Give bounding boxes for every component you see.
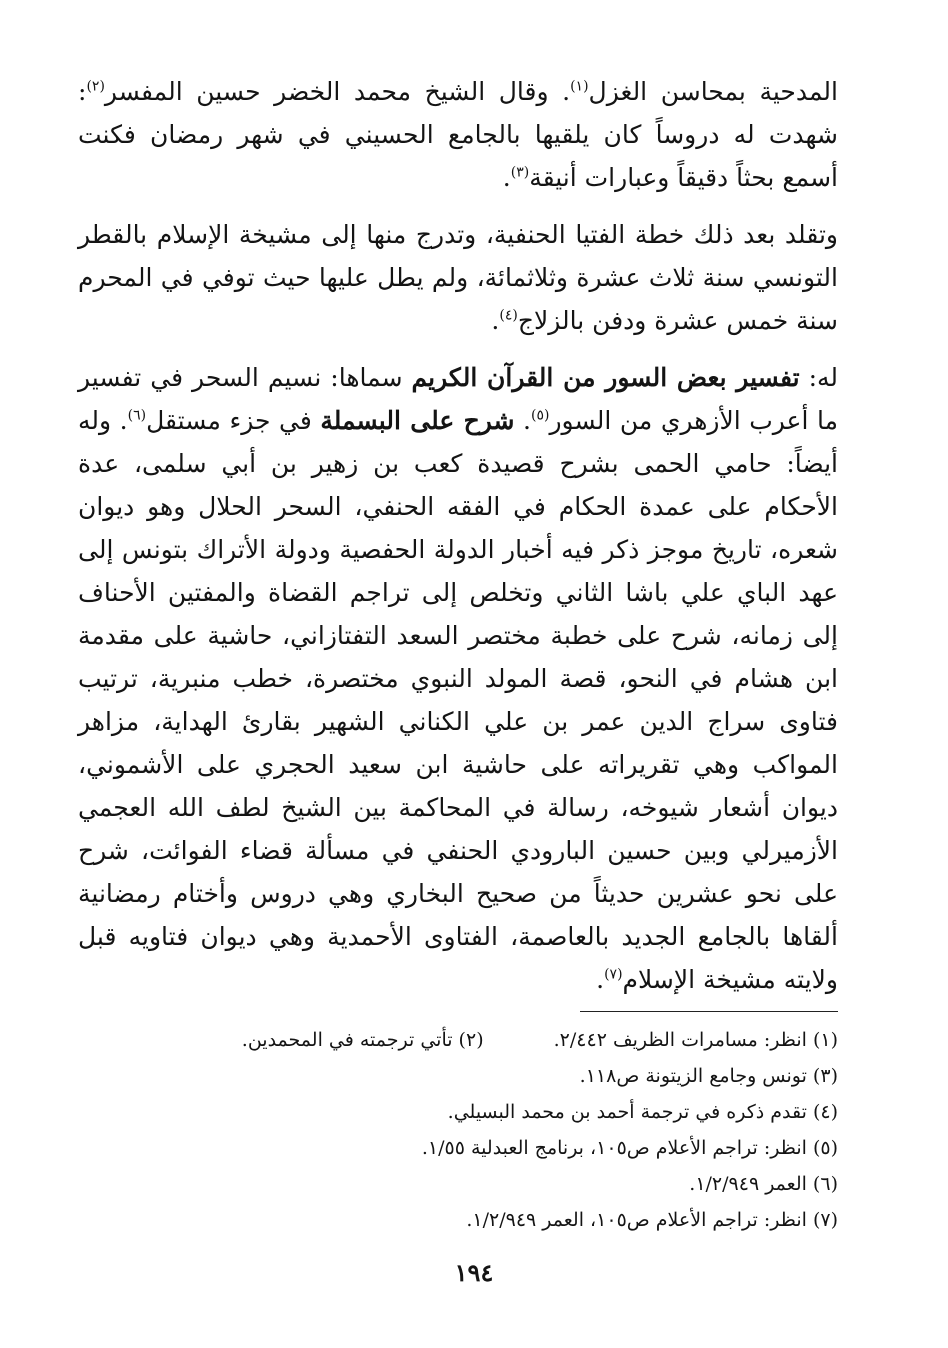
text-run: سماها: نسيم السحر في تفسير ما أعرب الأزهري من السور (78, 363, 838, 435)
work-title: شرح على البسملة (320, 406, 515, 435)
text-run: . (502, 163, 511, 192)
footnote-5: (٥) انظر: تراجم الأعلام ص١٠٥، برنامج العبدلية ١/٥٥. (421, 1137, 838, 1159)
footnotes (138, 1022, 838, 1238)
footnote-3: (٣) تونس وجامع الزيتونة ص١١٨. (579, 1065, 838, 1087)
main-text (78, 70, 838, 1001)
text-run: . (596, 965, 605, 994)
text-run: . وله أيضاً: حامي الحمى بشرح قصيدة كعب بن زهير بن أبي سلمى، عدة الأحكام على عمدة الحكام في الفقه الحنفي، السحر الحلال وهو ديوان شعره، تاريخ موجز ذكر فيه أخبار الدولة الحفصية ودولة الأتراك بتونس إلى عهد الباي علي باشا الثاني وتخلص إلى تراجم القضاة والمفتين الأحناف إلى زمانه، شرح على خطبة مختصر السعد التفتازاني، حاشية على مقدمة ابن هشام في النحو، قصة المولد النبوي مختصرة، خطب منبرية، ترتيب فتاوى سراج الدين عمر بن علي الكناني الشهير بقارئ الهداية، مزاهر المواكب وهي تقريراته على حاشية ابن سعيد الحجري على الأشموني، ديوان أشعار شيوخه، رسالة في المحاكمة بين الشيخ لطف الله العجمي الأزميرلي وبين حسين البارودي الحنفي في مسألة قضاء الفوائت، شرح على نحو عشرين حديثاً من صحيح البخاري وهي دروس وأختام رمضانية ألقاها بالجامع الجديد بالعاصمة، الفتاوى الأحمدية وهي ديوان فتاويه قبل ولايته مشيخة الإسلام (78, 406, 838, 994)
footnote-6: (٦) العمر ١/٢/٩٤٩. (689, 1173, 838, 1195)
paragraph (78, 213, 838, 342)
footnote-marker: (٤) (499, 307, 518, 324)
footnote-divider (580, 1011, 838, 1012)
text-run: . (514, 406, 531, 435)
footnote-1: (١) انظر: مسامرات الظريف ٢/٤٤٢. (553, 1029, 838, 1051)
footnote-marker: (٥) (530, 407, 550, 424)
footnote-row (138, 1022, 838, 1058)
work-title: تفسير بعض السور من القرآن الكريم (411, 363, 800, 392)
text-run: المدحية بمحاسن الغزل (588, 77, 838, 106)
footnote-marker: (٢) (86, 78, 105, 95)
page-number: ١٩٤ (454, 1258, 494, 1287)
paragraph (78, 70, 838, 199)
text-run: : شهدت له دروساً كان يلقيها بالجامع الحسيني في شهر رمضان فكنت أسمع بحثاً دقيقاً وعبارات أنيقة (78, 77, 838, 192)
text-run: . (491, 306, 500, 335)
text-run: له: (799, 363, 839, 392)
footnote-2: (٢) تأتي ترجمته في المحمدين. (241, 1029, 484, 1051)
paragraph (78, 356, 838, 1001)
footnote-marker: (٦) (127, 407, 147, 424)
footnote-4: (٤) تقدم ذكره في ترجمة أحمد بن محمد البسيلي. (447, 1101, 838, 1123)
text-run: في جزء مستقل (146, 406, 321, 435)
footnote-7: (٧) انظر: تراجم الأعلام ص١٠٥، العمر ١/٢/٩٤٩. (466, 1209, 838, 1231)
footnote-marker: (١) (570, 78, 589, 95)
text-run: وتقلد بعد ذلك خطة الفتيا الحنفية، وتدرج منها إلى مشيخة الإسلام بالقطر التونسي سنة ثلاث عشرة وثلاثمائة، ولم يطل عليها حيث توفي في المحرم سنة خمس عشرة ودفن بالزلاج (78, 220, 838, 335)
footnote-marker: (٣) (510, 164, 530, 181)
text-run: . وقال الشيخ محمد الخضر حسين المفسر (104, 77, 571, 106)
footnote-marker: (٧) (604, 966, 623, 983)
